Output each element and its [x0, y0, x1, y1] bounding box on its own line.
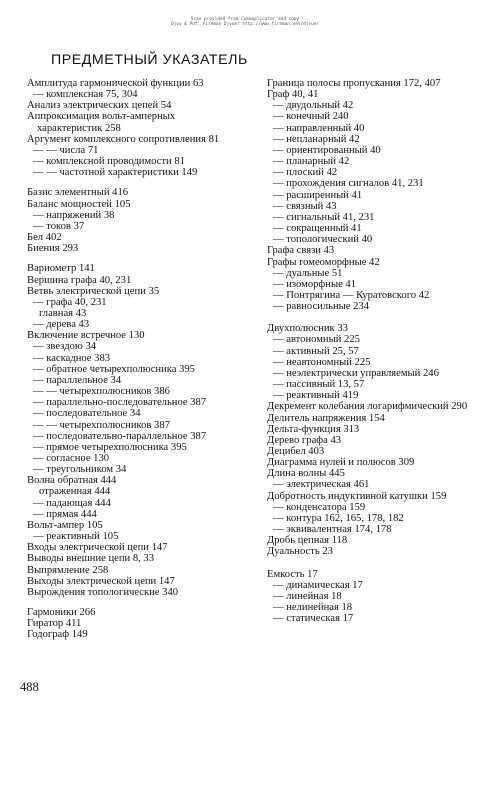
index-entry: Дробь цепная 118 [267, 535, 348, 547]
index-entry: Амплитуда гармонической функции 63 [27, 78, 204, 89]
index-entry: Добротность индуктивной катушки 159 [267, 490, 447, 502]
index-entry: Вершина графа 40, 231 [27, 274, 132, 286]
index-subentry: — двудольный 42 [273, 100, 354, 112]
index-subentry: — — частотной характеристики 149 [33, 167, 198, 179]
index-letter-block [27, 607, 237, 640]
index-subentry: — планарный 42 [273, 156, 350, 168]
index-entry: Анализ электрических цепей 54 [27, 100, 172, 112]
index-subentry: — дуальные 51 [273, 267, 343, 279]
index-entry: Ветвь электрической цепи 35 [27, 285, 160, 297]
index-entry: Декремент колебания логарифмический 290 [267, 401, 468, 413]
index-entry: Вольт-ампер 105 [27, 519, 103, 531]
index-subentry: — дерева 43 [33, 319, 90, 331]
index-subentry: — прямое четырехполюсника 395 [33, 441, 187, 453]
index-entry: Базис элементный 416 [27, 187, 129, 199]
index-subentry: — неэлектрически управляемый 246 [273, 367, 439, 379]
index-subentry: — — четырехполюсников 386 [33, 386, 170, 398]
index-subentry: — сигнальный 41, 231 [273, 211, 375, 223]
index-subentry: — ориентированный 40 [273, 144, 381, 156]
index-subentry: — последовательно-параллельное 387 [33, 430, 207, 442]
index-subentry: — непланарный 42 [273, 133, 360, 145]
watermark-line: Djvu & Pdf: Fireman Djvuer http://www.fireman.net/djvuer [170, 22, 320, 28]
index-entry: Двухполюсник 33 [267, 323, 348, 335]
index-subentry: — динамическая 17 [273, 579, 363, 591]
index-entry: Графы гомеоморфные 42 [267, 256, 380, 268]
index-subentry: — обратное четырехполюсника 395 [33, 363, 195, 375]
index-subentry: — треугольником 34 [33, 464, 127, 476]
index-letter-block [27, 263, 237, 598]
index-entry: Дерево графа 43 [267, 434, 342, 446]
index-subentry: — каскадное 383 [33, 352, 111, 364]
index-entry: Вырождения топологические 340 [27, 586, 179, 598]
index-subentry: — звездою 34 [33, 341, 97, 353]
index-subentry: — токов 37 [33, 220, 85, 232]
index-subentry: — направленный 40 [273, 122, 365, 134]
index-subentry: — реактивный 419 [273, 390, 359, 402]
index-entry: Графа связи 43 [267, 245, 335, 257]
index-subentry: отраженная 444 [39, 486, 111, 498]
index-subentry: — Понтрягина — Куратовского 42 [273, 289, 430, 301]
index-subentry: — связный 43 [273, 200, 337, 212]
index-subentry: — последовательное 34 [33, 408, 141, 420]
index-entry: Делитель напряжения 154 [267, 412, 385, 424]
index-column-right [267, 78, 475, 635]
index-subentry: — автономный 225 [273, 334, 360, 346]
watermark-line: Scan provided from Commuplicator and copy [190, 17, 300, 22]
index-letter-block [27, 187, 237, 254]
index-subentry: — электрическая 461 [273, 479, 370, 491]
index-subentry: — прямая 444 [33, 508, 97, 520]
index-subentry: — падающая 444 [33, 497, 111, 509]
index-entry: Дуальность 23 [267, 546, 333, 558]
index-entry: Дельта-функция 313 [267, 423, 360, 435]
index-subentry: — равносильные 234 [273, 301, 369, 313]
scan-watermark [150, 17, 340, 28]
index-subentry: — линейная 18 [273, 590, 342, 602]
index-subentry: главная 43 [39, 307, 87, 319]
index-entry: Диаграмма нулей и полюсов 309 [267, 457, 415, 469]
index-subentry: — напряжений 38 [33, 209, 115, 221]
index-subentry: — — числа 71 [33, 144, 99, 156]
index-subentry: — контура 162, 165, 178, 182 [273, 512, 404, 524]
index-entry: Годограф 149 [27, 629, 88, 641]
index-entry: Граница полосы пропускания 172, 407 [267, 78, 441, 89]
index-entry: Волна обратная 444 [27, 475, 117, 487]
index-entry: Входы электрической цепи 147 [27, 542, 168, 554]
index-entry: Выводы внешние цепи 8, 33 [27, 553, 155, 565]
index-subentry: — конденсатора 159 [273, 501, 366, 513]
index-subentry: — согласное 130 [33, 453, 110, 464]
index-entry: Вариометр 141 [27, 263, 95, 275]
index-subentry: — — четырехполюсников 387 [33, 419, 170, 431]
index-subentry: — сокращенный 41 [273, 223, 362, 235]
index-subentry: — расширенный 41 [273, 189, 363, 201]
page-title: ПРЕДМЕТНЫЙ УКАЗАТЕЛЬ [51, 52, 248, 68]
index-letter-block [267, 323, 475, 557]
index-subentry: — эквивалентная 174, 178 [273, 524, 392, 536]
index-subentry: — изоморфные 41 [273, 278, 357, 290]
index-subentry: — прохождения сигналов 41, 231 [273, 178, 424, 190]
index-entry: Бел 402 [27, 232, 62, 244]
index-entry: Граф 40, 41 [267, 89, 319, 101]
index-entry: Включение встречное 130 [27, 330, 145, 342]
index-subentry: — плоский 42 [273, 167, 338, 179]
index-subentry: — параллельно-последовательное 387 [33, 397, 207, 409]
index-entry: Аргумент комплексного сопротивления 81 [27, 133, 220, 145]
index-subentry: — статическая 17 [273, 613, 354, 625]
index-letter-block [267, 569, 475, 625]
index-subentry: — графа 40, 231 [33, 296, 107, 308]
index-subentry: — комплексная 75, 304 [33, 89, 138, 101]
index-entry: Баланс мощностей 105 [27, 198, 131, 210]
index-subentry: — топологический 40 [273, 234, 373, 246]
index-entry: Аппроксимация вольт-амперных характеристик 258 [27, 111, 176, 134]
index-subentry: — нелинейная 18 [273, 602, 353, 614]
index-column-left [27, 78, 237, 650]
index-entry: Выходы электрической цепи 147 [27, 575, 175, 587]
index-entry: Емкость 17 [267, 568, 318, 580]
index-subentry: — активный 25, 57 [273, 345, 359, 357]
index-letter-block [267, 78, 475, 312]
index-subentry: — конечный 240 [273, 111, 349, 123]
index-entry: Гармоники 266 [27, 607, 96, 619]
index-entry: Гиратор 411 [27, 618, 82, 630]
index-entry: Децибел 403 [267, 446, 325, 457]
index-subentry: — комплексной проводимости 81 [33, 156, 185, 168]
index-entry: Выпрямление 258 [27, 564, 109, 576]
page-number: 488 [20, 680, 39, 694]
index-subentry: — параллельное 34 [33, 374, 122, 386]
index-entry: Длина волны 445 [267, 468, 345, 480]
index-letter-block [27, 78, 237, 178]
index-entry: Биения 293 [27, 243, 79, 255]
index-subentry: — пассивный 13, 57 [273, 379, 365, 391]
index-subentry: — неавтономный 225 [273, 356, 371, 368]
index-subentry: — реактивный 105 [33, 531, 119, 543]
